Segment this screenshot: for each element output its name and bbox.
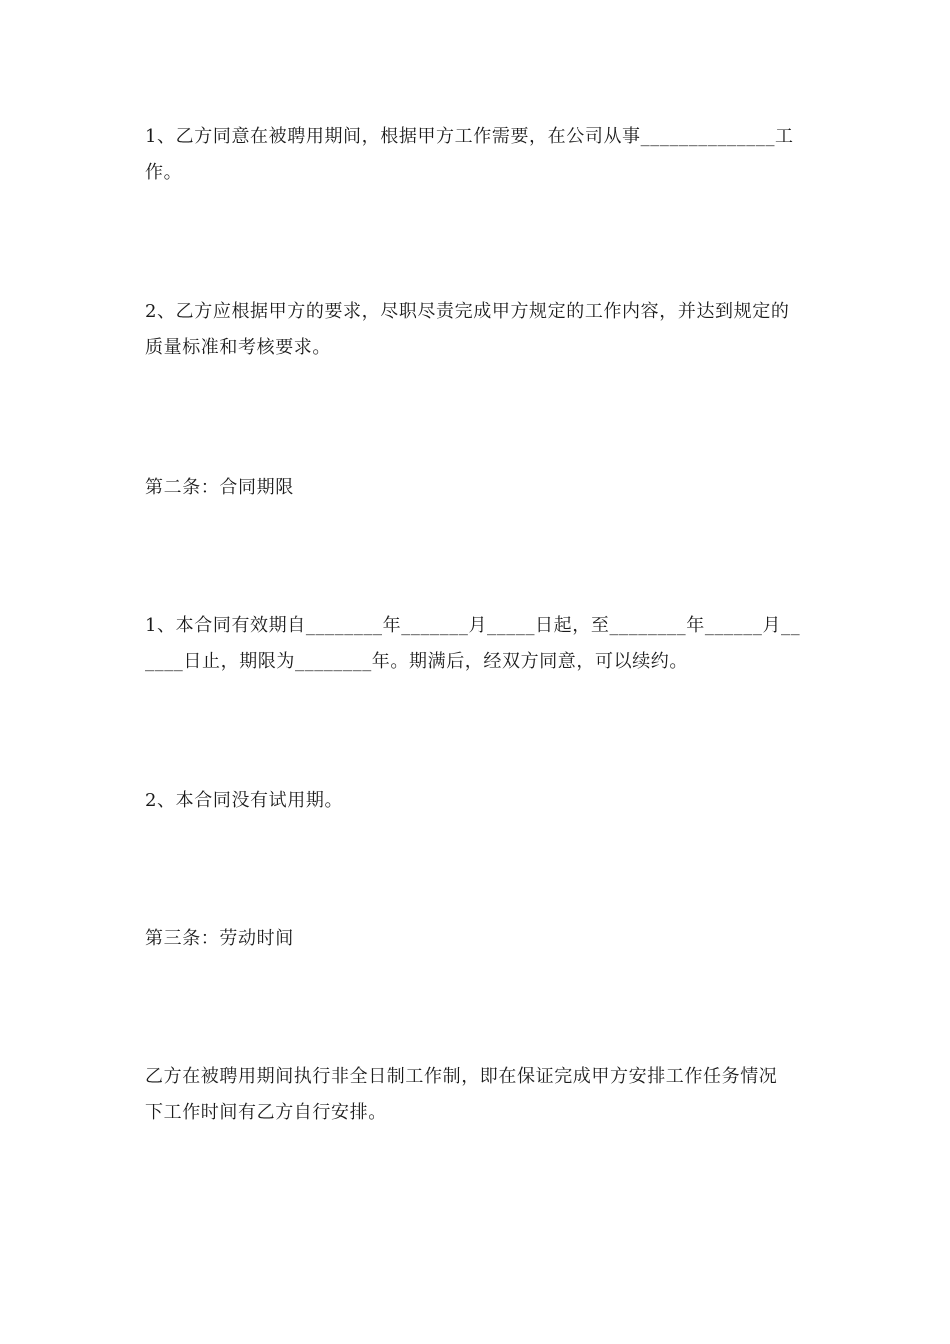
paragraph-line: 2、本合同没有试用期。 [145,790,344,811]
clause-2-2-paragraph [145,783,815,819]
paragraph-line: 2、乙方应根据甲方的要求，尽职尽责完成甲方规定的工作内容，并达到规定的 [145,301,790,322]
paragraph-line: 下工作时间有乙方自行安排。 [145,1102,387,1123]
clause-1-2-paragraph [145,294,815,366]
section-heading-working-hours [145,921,815,957]
paragraph-line: 作。 [145,162,183,183]
heading-text: 第三条：劳动时间 [145,928,294,949]
paragraph-line: 1、本合同有效期自________年_______月_____日起，至________年______月__ [145,615,801,636]
clause-2-1-paragraph [145,608,815,680]
heading-text: 第二条：合同期限 [145,477,294,498]
clause-3-paragraph [145,1059,815,1131]
paragraph-line: ____日止，期限为________年。期满后，经双方同意，可以续约。 [145,651,688,672]
clause-1-1-paragraph [145,119,815,191]
section-heading-contract-term [145,470,815,506]
paragraph-line: 质量标准和考核要求。 [145,337,331,358]
paragraph-line: 乙方在被聘用期间执行非全日制工作制，即在保证完成甲方安排工作任务情况 [145,1066,778,1087]
paragraph-line: 1、乙方同意在被聘用期间，根据甲方工作需要，在公司从事______________工 [145,126,794,147]
